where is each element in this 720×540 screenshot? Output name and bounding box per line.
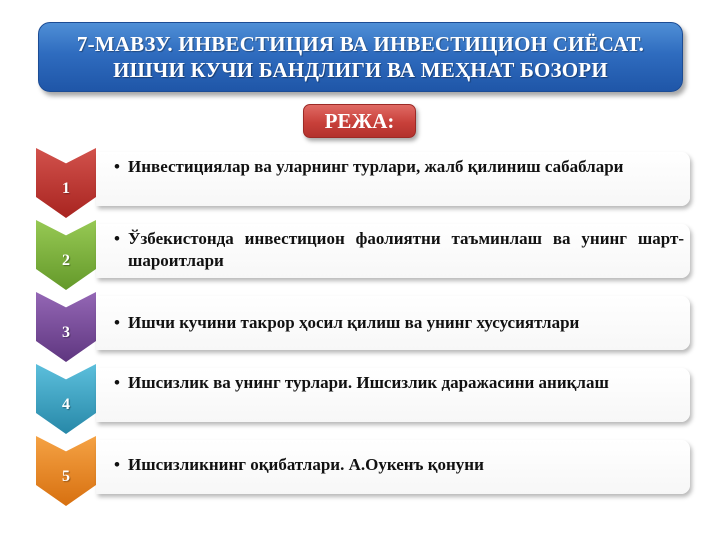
item-number: 1 <box>62 180 70 197</box>
bullet-icon: • <box>114 373 120 392</box>
bullet-icon: • <box>114 313 120 332</box>
title-line-2: ИШЧИ КУЧИ БАНДЛИГИ ВА МЕҲНАТ БОЗОРИ <box>113 58 608 82</box>
item-number: 3 <box>62 324 70 341</box>
plan-item-5 <box>36 440 690 500</box>
item-text: Инвестициялар ва уларнинг турлари, жалб қилиниш сабаблари <box>128 157 624 176</box>
plan-item-2 <box>36 224 690 284</box>
item-text: Ишсизлик ва унинг турлари. Ишсизлик даражасини аниқлаш <box>128 373 609 392</box>
item-number: 5 <box>62 468 70 485</box>
item-number: 4 <box>62 396 70 413</box>
plan-item-1 <box>36 152 690 212</box>
bullet-icon: • <box>114 229 120 248</box>
item-text: Ишчи кучини такрор ҳосил қилиш ва унинг хусусиятлари <box>128 313 580 332</box>
item-card <box>96 368 690 422</box>
item-text: Ишсизликнинг оқибатлари. А.Оукенъ қонуни <box>128 455 484 474</box>
title-line-1: 7-МАВЗУ. ИНВЕСТИЦИЯ ВА ИНВЕСТИЦИОН СИЁСАТ. <box>76 32 645 56</box>
plan-item-3 <box>36 296 690 356</box>
item-card <box>96 152 690 206</box>
page-title <box>77 31 644 83</box>
item-text: Ўзбекистонда инвестицион фаолиятни таъминлаш ва унинг шарт-шароитлари <box>128 229 684 270</box>
item-card <box>96 440 690 494</box>
plan-label: РЕЖА: <box>303 104 416 138</box>
item-card <box>96 296 690 350</box>
bullet-icon: • <box>114 455 120 474</box>
bullet-icon: • <box>114 157 120 176</box>
title-banner <box>38 22 683 92</box>
plan-item-4 <box>36 368 690 428</box>
item-number: 2 <box>62 252 70 269</box>
item-card <box>96 224 690 278</box>
